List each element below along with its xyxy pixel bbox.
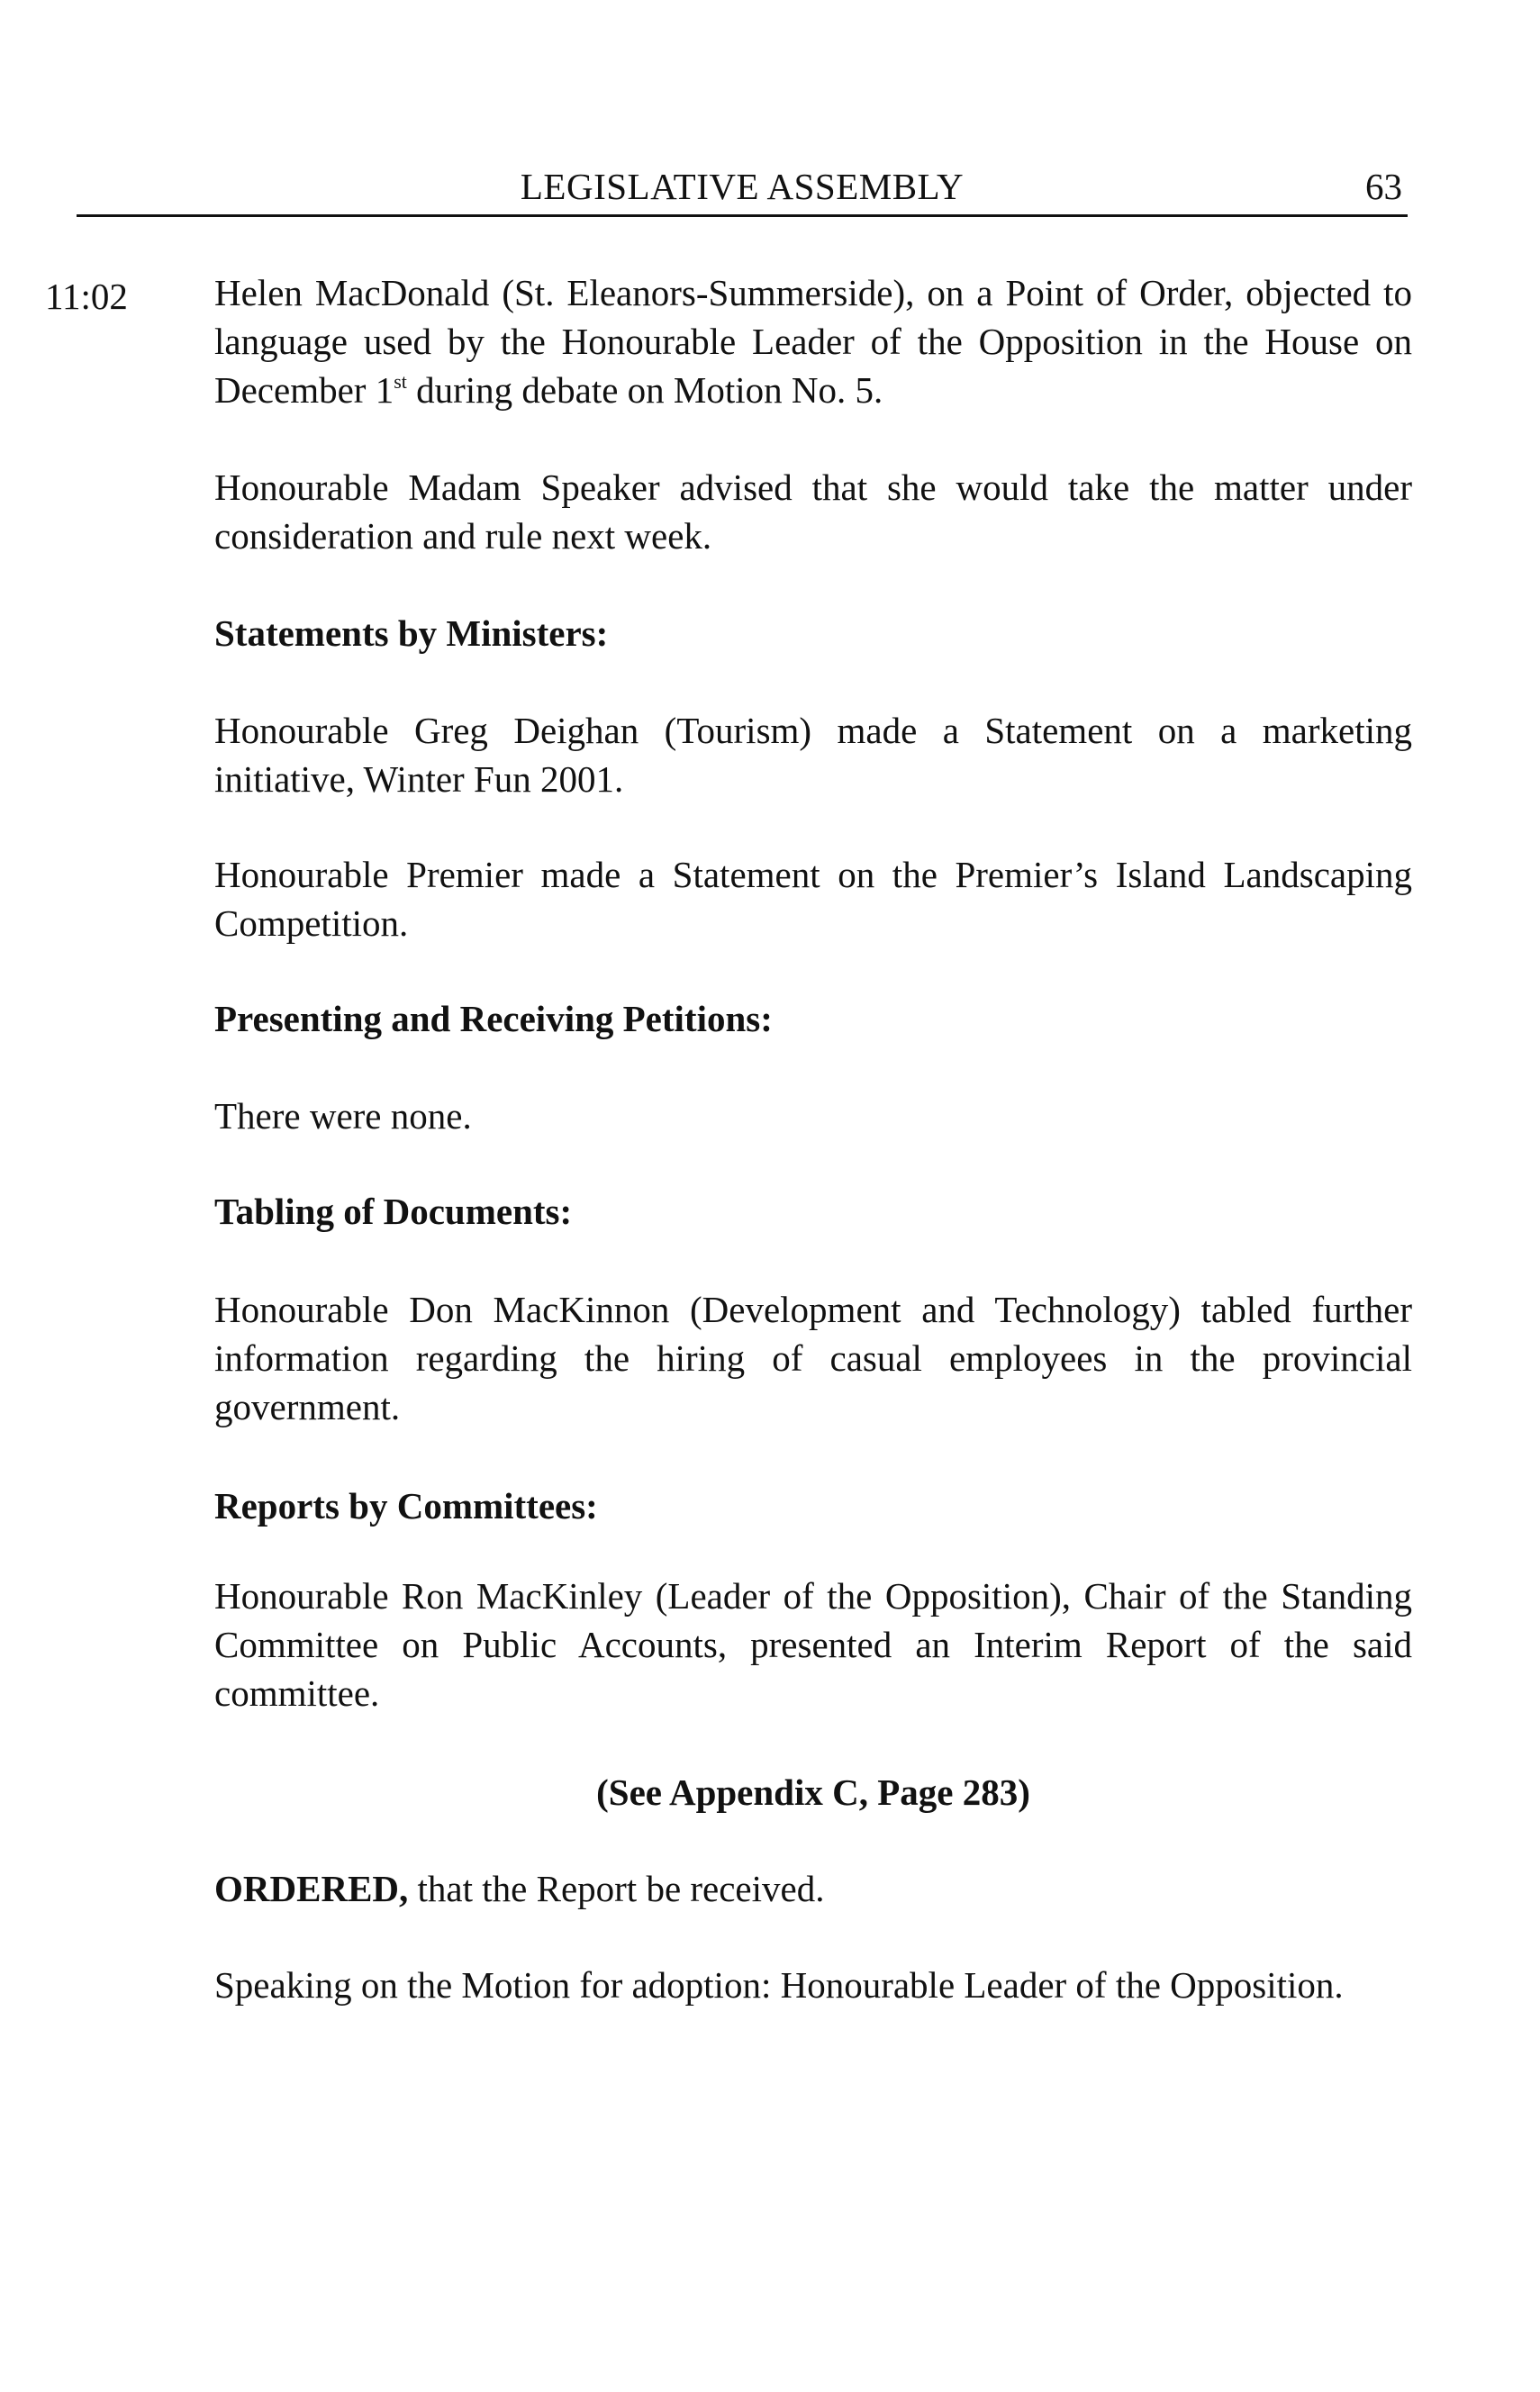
ordered-text: that the Report be received. [408,1868,825,1909]
speaker-ruling-paragraph: Honourable Madam Speaker advised that she would take the matter under consideration and rule next week. [214,467,1412,557]
point-of-order-text-end: during debate on Motion No. 5. [406,369,883,411]
documents-heading: Tabling of Documents: [214,1191,573,1232]
statement-paragraph-2: Honourable Premier made a Statement on the Premier’s Island Landscaping Competition. [214,854,1412,944]
petitions-text: There were none. [214,1095,472,1137]
entry-time: 11:02 [45,276,128,317]
committees-heading: Reports by Committees: [214,1485,598,1527]
header-rule [77,214,1408,217]
point-of-order-paragraph [214,268,1412,414]
statement-paragraph-1: Honourable Greg Deighan (Tourism) made a Statement on a marketing initiative, Winter Fun 2001. [214,710,1412,800]
ordinal-suffix: st [394,370,407,393]
committees-text: Honourable Ron MacKinley (Leader of the Opposition), Chair of the Standing Committee on Public Accounts, presented an Interim Report of the said committee. [214,1575,1412,1714]
statements-heading: Statements by Ministers: [214,612,609,654]
running-head: LEGISLATIVE ASSEMBLY [520,166,965,207]
page-header [77,165,1408,219]
ordered-paragraph [214,1864,1412,1913]
ordered-label: ORDERED, [214,1868,409,1909]
petitions-heading: Presenting and Receiving Petitions: [214,998,773,1039]
appendix-reference: (See Appendix C, Page 283) [596,1771,1030,1813]
speaking-paragraph: Speaking on the Motion for adoption: Honourable Leader of the Opposition. [214,1964,1344,2006]
page-number: 63 [1365,166,1402,207]
documents-text: Honourable Don MacKinnon (Development and Technology) tabled further information regarding the hiring of casual employees in the provincial government. [214,1289,1412,1427]
point-of-order-text: Helen MacDonald (St. Eleanors-Summerside), on a Point of Order, objected to language used by the Honourable Leader of the Opposition in the House on December 1 [214,272,1412,411]
